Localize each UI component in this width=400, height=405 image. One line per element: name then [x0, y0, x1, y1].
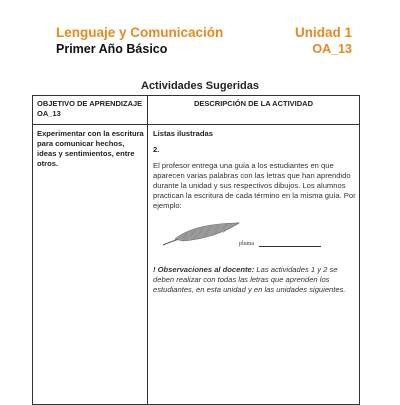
activity-title: Listas ilustradas	[153, 129, 213, 138]
teacher-observation	[153, 265, 357, 295]
objective-column-header: OBJETIVO DE APRENDIZAJE OA_13	[37, 99, 143, 118]
description-column-header: DESCRIPCIÓN DE LA ACTIVIDAD	[193, 99, 314, 108]
oa-label: OA_13	[312, 42, 352, 56]
activity-table	[32, 95, 360, 405]
example-figure	[153, 221, 357, 255]
grade-title: Primer Año Básico	[56, 42, 168, 56]
activity-paragraph: El profesor entrega una guía a los estudiantes en que aparecen varias palabras con las letras que han aprendido durante la unidad y sus respectivos dibujos. Los alumnos practican la escritura de cada término en la misma guía. Por ejemplo:	[153, 161, 356, 210]
objective-cell: Experimentar con la escritura para comunicar hechos, ideas y sentimientos, entre otros.	[37, 129, 144, 168]
description-cell	[153, 129, 357, 295]
feather-icon	[161, 221, 241, 247]
observation-label: ! Observaciones al docente:	[153, 265, 255, 274]
column-divider	[147, 96, 148, 404]
header-row-divider	[33, 124, 359, 125]
page-header	[56, 25, 352, 59]
unit-label: Unidad 1	[294, 25, 352, 40]
subject-title: Lenguaje y Comunicación	[56, 25, 224, 40]
header-right	[295, 25, 352, 57]
observation-text: Las actividades 1 y 2 se deben realizar con todas las letras que aprenden los estudiantes, en esta unidad y en las unidades siguientes.	[153, 265, 346, 294]
section-title: Actividades Sugeridas	[141, 80, 259, 92]
writing-line	[259, 246, 321, 247]
activity-number: 2.	[153, 145, 160, 154]
header-left	[56, 25, 223, 57]
example-word-label: pluma	[239, 241, 254, 247]
